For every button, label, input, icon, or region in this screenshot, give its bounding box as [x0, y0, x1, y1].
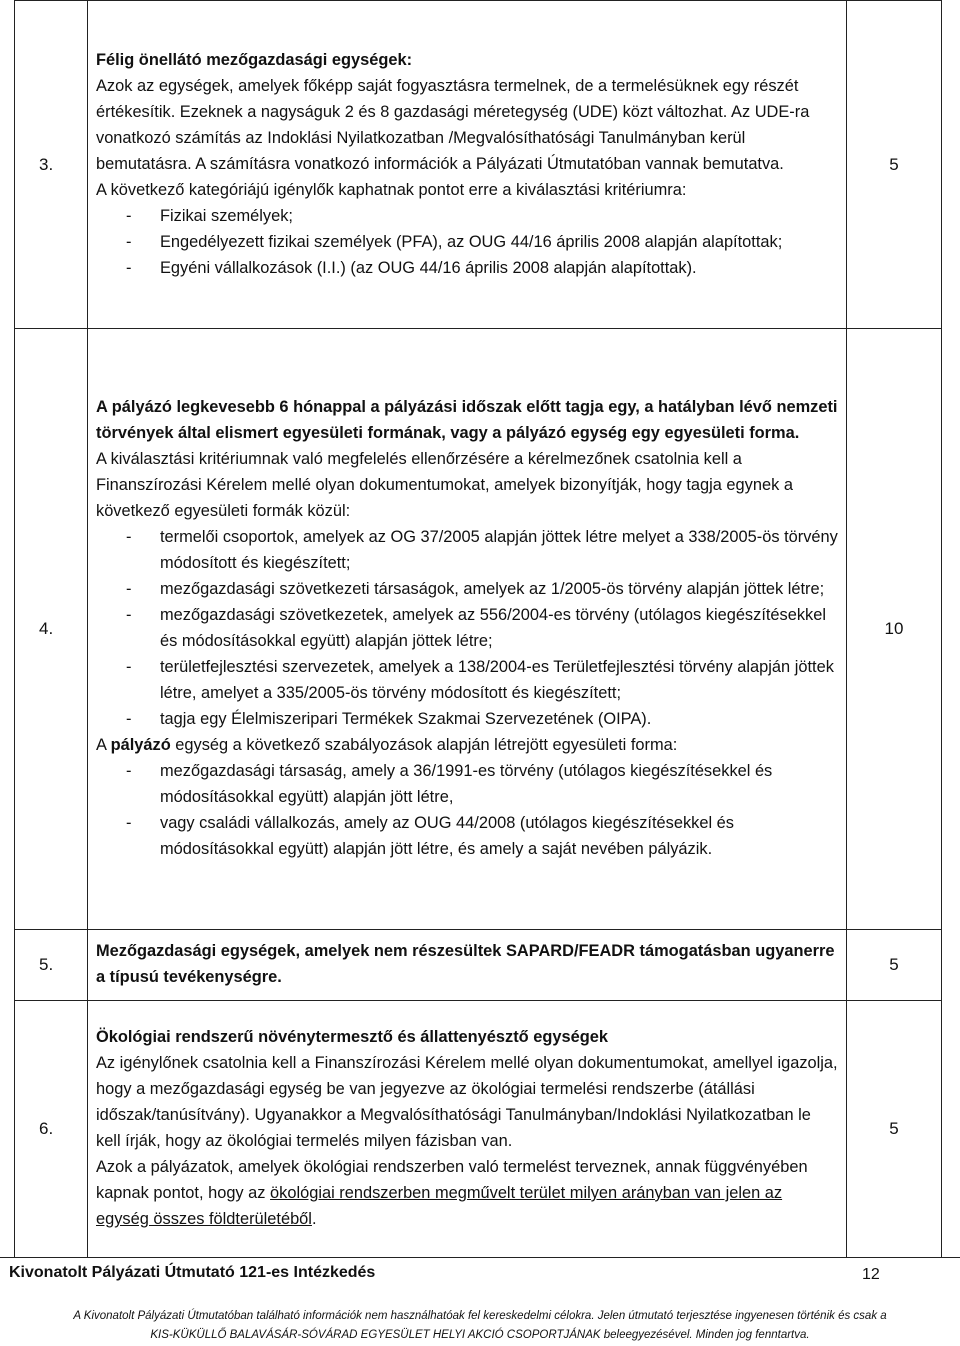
criterion-number: 3.	[15, 1, 88, 329]
list-item: - vagy családi vállalkozás, amely az OUG 44/2008 (utólagos kiegészítésekkel és módosításokkal együtt) alapján jött létre, és amely a saját nevében pályázik.	[96, 810, 838, 862]
criterion-paragraph: A kiválasztási kritériumnak való megfelelés ellenőrzésére a kérelmezőnek csatolnia kell a Finanszírozási Kérelem mellé olyan dokumentumokat, amelyek bizonyítják, hogy tagja egynek a következő egyesületi formák közül:	[96, 450, 793, 520]
list-item: - mezőgazdasági szövetkezetek, amelyek az 556/2004-es törvény (utólagos kiegészítésekkel és módosításokkal együtt) alapján jöttek létre;	[96, 602, 838, 654]
criterion-list	[96, 203, 838, 281]
disclaimer-line: KIS-KÜKÜLLŐ BALAVÁSÁR-SÓVÁRAD EGYESÜLET HELYI AKCIÓ CSOPORTJÁNAK beleegyezésével. Minden jog fenntartva.	[150, 1329, 810, 1341]
criterion-score: 5	[847, 1, 942, 329]
footer-disclaimer	[0, 1307, 960, 1345]
criterion-paragraph: Azok az egységek, amelyek főképp saját fogyasztásra termelnek, de a termelésüknek egy részét értékesítik. Ezeknek a nagyságuk 2 és 8 gazdasági méretegység (UDE) közt változhat. Az UDE-ra vonatkozó számítás az Indoklási Nyilatkozatban /Megvalósíthatósági Tanulmányban kerül bemutatásra. A számításra vonatkozó információk a Pályázati Útmutatóban vannak bemutatva.	[96, 76, 810, 173]
criterion-score: 5	[847, 1001, 942, 1258]
criterion-title: Félig önellátó mezőgazdasági egységek:	[96, 50, 413, 69]
criterion-number: 6.	[15, 1001, 88, 1258]
criterion-number: 4.	[15, 329, 88, 930]
criterion-description	[88, 1, 847, 329]
criterion-row-6	[15, 1001, 942, 1258]
list-item: - mezőgazdasági társaság, amely a 36/1991-es törvény (utólagos kiegészítésekkel és módosításokkal együtt) alapján jött létre,	[96, 758, 838, 810]
criterion-description	[88, 1001, 847, 1258]
criterion-list	[96, 524, 838, 732]
list-item: - termelői csoportok, amelyek az OG 37/2005 alapján jöttek létre melyet a 338/2005-ös törvény módosított és kiegészített;	[96, 524, 838, 576]
criterion-score: 5	[847, 930, 942, 1001]
criterion-list	[96, 758, 838, 862]
list-item: - Egyéni vállalkozások (I.I.) (az OUG 44/16 április 2008 alapján alapítottak).	[96, 255, 838, 281]
criterion-title: Mezőgazdasági egységek, amelyek nem részesültek SAPARD/FEADR támogatásban ugyanerre a típusú tevékenységre.	[96, 942, 835, 986]
list-item: - Fizikai személyek;	[96, 203, 838, 229]
page-number: 12	[862, 1266, 880, 1283]
list-item: - tagja egy Élelmiszeripari Termékek Szakmai Szervezetének (OIPA).	[96, 706, 838, 732]
criterion-row-3	[15, 1, 942, 329]
text-run-underlined: ökológiai rendszerben megművelt terület milyen arányban van jelen az egység összes földterületéből	[96, 1184, 783, 1228]
criterion-paragraph	[96, 732, 838, 758]
criterion-paragraph: A következő kategóriájú igénylők kaphatnak pontot erre a kiválasztási kritériumra:	[96, 180, 687, 199]
list-item: - területfejlesztési szervezetek, amelyek a 138/2004-es Területfejlesztési törvény alapján jöttek létre, amelyet a 335/2005-ös törvény módosított és kiegészített;	[96, 654, 838, 706]
criterion-title: Ökológiai rendszerű növénytermesztő és állattenyésztő egységek	[96, 1028, 608, 1046]
criterion-row-5	[15, 930, 942, 1001]
text-run: .	[311, 1210, 317, 1228]
text-run: Azok a pályázatok, amelyek ökológiai rendszerben való termelést terveznek, annak függvényében kapnak pontot, hogy az	[96, 1158, 808, 1202]
criteria-table	[14, 0, 942, 1258]
text-run: egység a következő szabályozások alapján létrejött egyesületi forma:	[170, 736, 678, 754]
criterion-number: 5.	[15, 930, 88, 1001]
text-run-bold: pályázó	[110, 736, 171, 754]
criterion-row-4	[15, 329, 942, 930]
footer-divider	[0, 1257, 960, 1258]
footer-title: Kivonatolt Pályázati Útmutató 121-es Intézkedés	[9, 1264, 376, 1281]
criterion-description	[88, 329, 847, 930]
criterion-paragraph: Az igénylőnek csatolnia kell a Finanszírozási Kérelem mellé olyan dokumentumokat, amellyel igazolja, hogy a mezőgazdasági egység be van jegyezve az ökológiai termelési rendszerbe (átállási időszak/tanúsítvány). Ugyanakkor a Megvalósíthatósági Tanulmányban/Indoklási Nyilatkozatban le kell írják, hogy az ökológiai termelés milyen fázisban van.	[96, 1054, 838, 1150]
disclaimer-line: A Kivonatolt Pályázati Útmutatóban található információk nem használhatóak fel kereskedelmi célokra. Jelen útmutató terjesztése ingyenesen történik és csak a	[73, 1310, 887, 1322]
list-item: - Engedélyezett fizikai személyek (PFA), az OUG 44/16 április 2008 alapján alapítottak;	[96, 229, 838, 255]
criterion-description	[88, 930, 847, 1001]
criterion-title: A pályázó legkevesebb 6 hónappal a pályázási időszak előtt tagja egy, a hatályban lévő nemzeti törvények által elismert egyesületi formának, vagy a pályázó egység egy egyesületi forma.	[96, 398, 838, 442]
list-item: - mezőgazdasági szövetkezeti társaságok, amelyek az 1/2005-ös törvény alapján jöttek létre;	[96, 576, 838, 602]
criterion-paragraph	[96, 1154, 838, 1232]
text-run: A	[96, 736, 111, 754]
criterion-score: 10	[847, 329, 942, 930]
